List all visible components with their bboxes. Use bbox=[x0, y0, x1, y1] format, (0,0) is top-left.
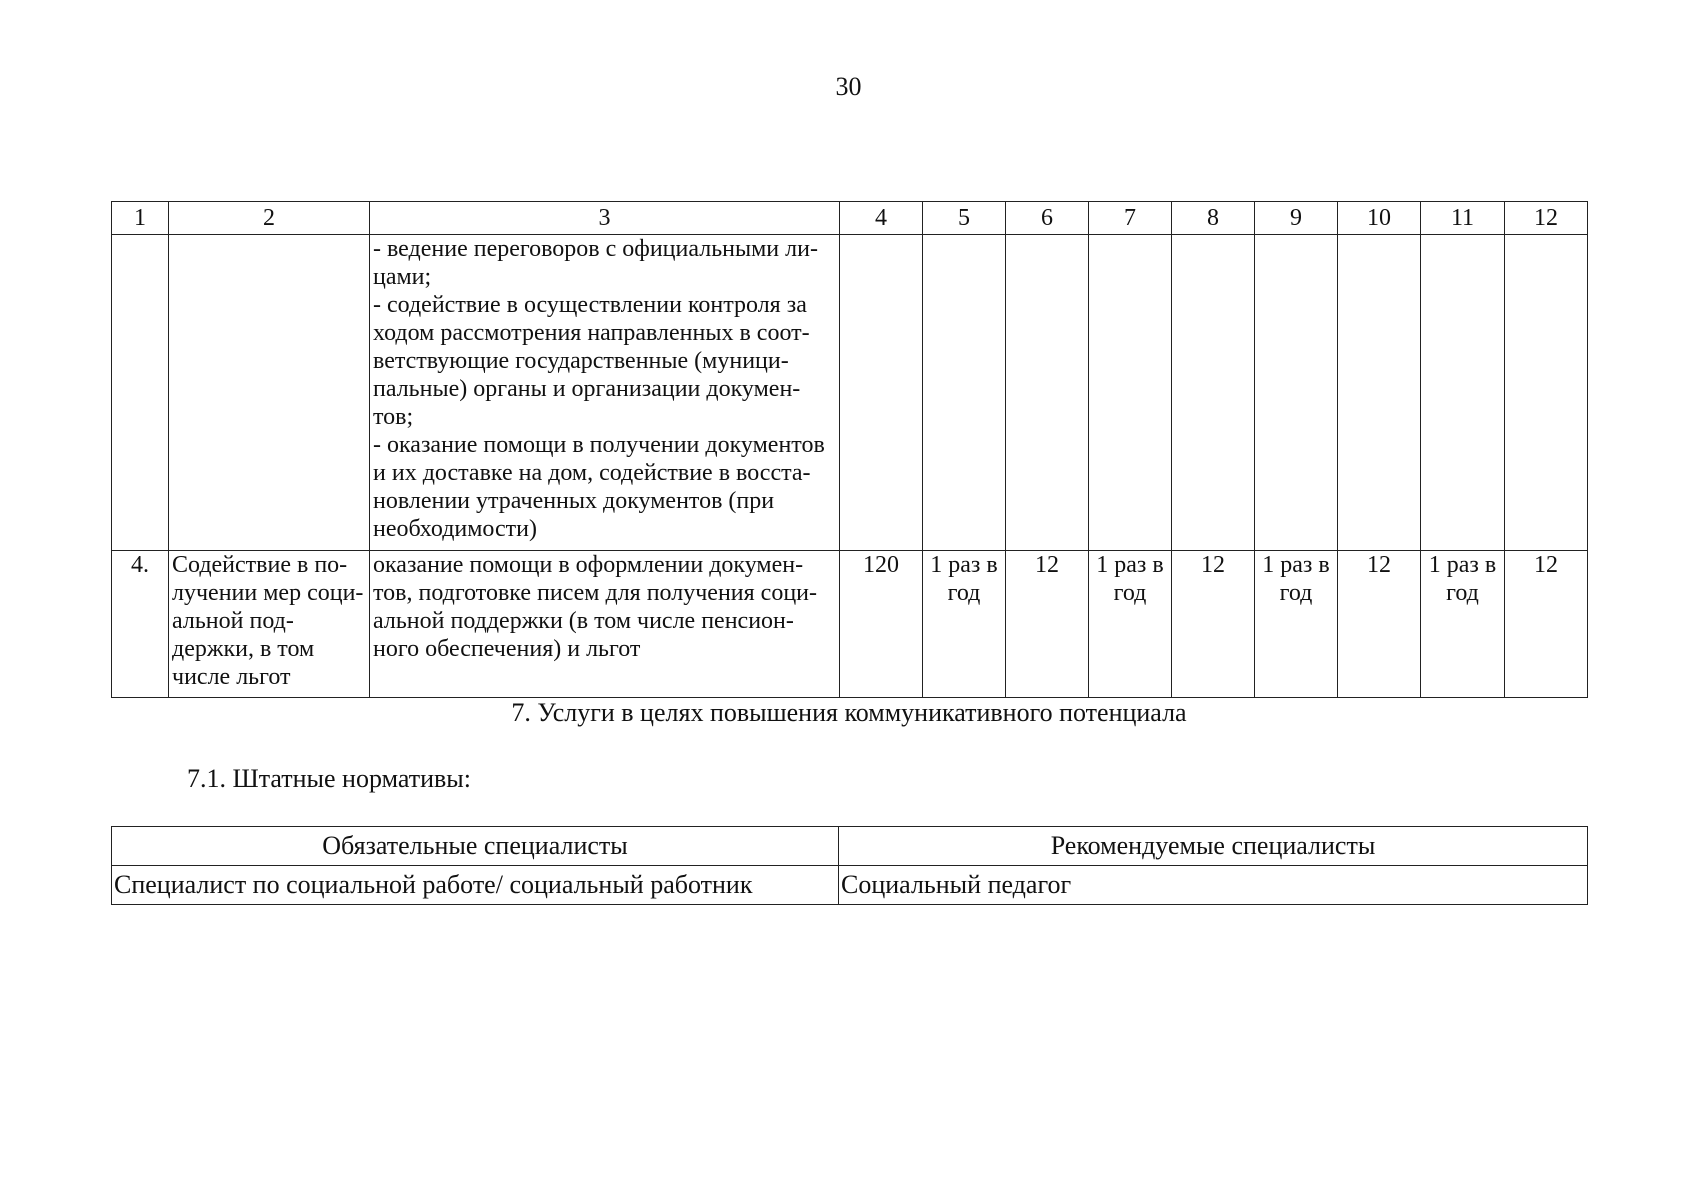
header-cell: 1 bbox=[112, 202, 169, 235]
empty-cell bbox=[923, 235, 1006, 551]
value-cell: 12 bbox=[1505, 551, 1588, 698]
value-cell: 12 bbox=[1338, 551, 1421, 698]
header-cell: 6 bbox=[1006, 202, 1089, 235]
frequency-cell: 1 раз в год bbox=[1255, 551, 1338, 698]
empty-cell bbox=[840, 235, 923, 551]
staffing-header-row bbox=[112, 827, 1588, 866]
recommended-specialist-cell: Социальный педагог bbox=[839, 866, 1588, 905]
value-cell: 120 bbox=[840, 551, 923, 698]
header-cell: 7 bbox=[1089, 202, 1172, 235]
header-cell: 12 bbox=[1505, 202, 1588, 235]
empty-cell bbox=[1089, 235, 1172, 551]
empty-cell bbox=[1172, 235, 1255, 551]
service-description-cell: оказание помощи в оформлении докумен- тов, подготовке писем для получения соци- альной поддержки (в том числе пенсион- ного обеспечения) и льгот bbox=[370, 551, 840, 698]
frequency-cell: 1 раз в год bbox=[1421, 551, 1505, 698]
empty-cell bbox=[1338, 235, 1421, 551]
table-row bbox=[112, 551, 1588, 698]
header-cell: 5 bbox=[923, 202, 1006, 235]
empty-cell bbox=[112, 235, 169, 551]
header-cell: Рекомендуемые специалисты bbox=[839, 827, 1588, 866]
empty-cell bbox=[1505, 235, 1588, 551]
header-cell: 9 bbox=[1255, 202, 1338, 235]
header-cell: 8 bbox=[1172, 202, 1255, 235]
frequency-cell: 1 раз в год bbox=[1089, 551, 1172, 698]
empty-cell bbox=[169, 235, 370, 551]
empty-cell bbox=[1006, 235, 1089, 551]
row-number-cell: 4. bbox=[112, 551, 169, 698]
service-name-cell: Содействие в по- лучении мер соци- альной под- держки, в том числе льгот bbox=[169, 551, 370, 698]
header-cell: 3 bbox=[370, 202, 840, 235]
frequency-cell: 1 раз в год bbox=[923, 551, 1006, 698]
header-cell: 10 bbox=[1338, 202, 1421, 235]
header-cell: 11 bbox=[1421, 202, 1505, 235]
page-number: 30 bbox=[835, 72, 862, 101]
empty-cell bbox=[1421, 235, 1505, 551]
staffing-table bbox=[111, 826, 1588, 905]
header-cell: 4 bbox=[840, 202, 923, 235]
table-row bbox=[112, 235, 1588, 551]
subsection-title: 7.1. Штатные нормативы: bbox=[187, 764, 471, 793]
header-cell: 2 bbox=[169, 202, 370, 235]
section-title: 7. Услуги в целях повышения коммуникативного потенциала bbox=[511, 698, 1187, 727]
empty-cell bbox=[1255, 235, 1338, 551]
services-table bbox=[111, 201, 1588, 698]
service-description-cell: - ведение переговоров с официальными ли- цами; - содействие в осуществлении контроля за ходом рассмотрения направленных в соот- ветствующие государственные (муници- пальные) органы и организации докумен- тов; - оказание помощи в получении документов и их доставке на дом, содействие в восста- новлении утраченных документов (при необходимости) bbox=[370, 235, 840, 551]
header-cell: Обязательные специалисты bbox=[112, 827, 839, 866]
value-cell: 12 bbox=[1006, 551, 1089, 698]
table-row bbox=[112, 866, 1588, 905]
value-cell: 12 bbox=[1172, 551, 1255, 698]
table-header-row bbox=[112, 202, 1588, 235]
mandatory-specialist-cell: Специалист по социальной работе/ социальный работник bbox=[112, 866, 839, 905]
